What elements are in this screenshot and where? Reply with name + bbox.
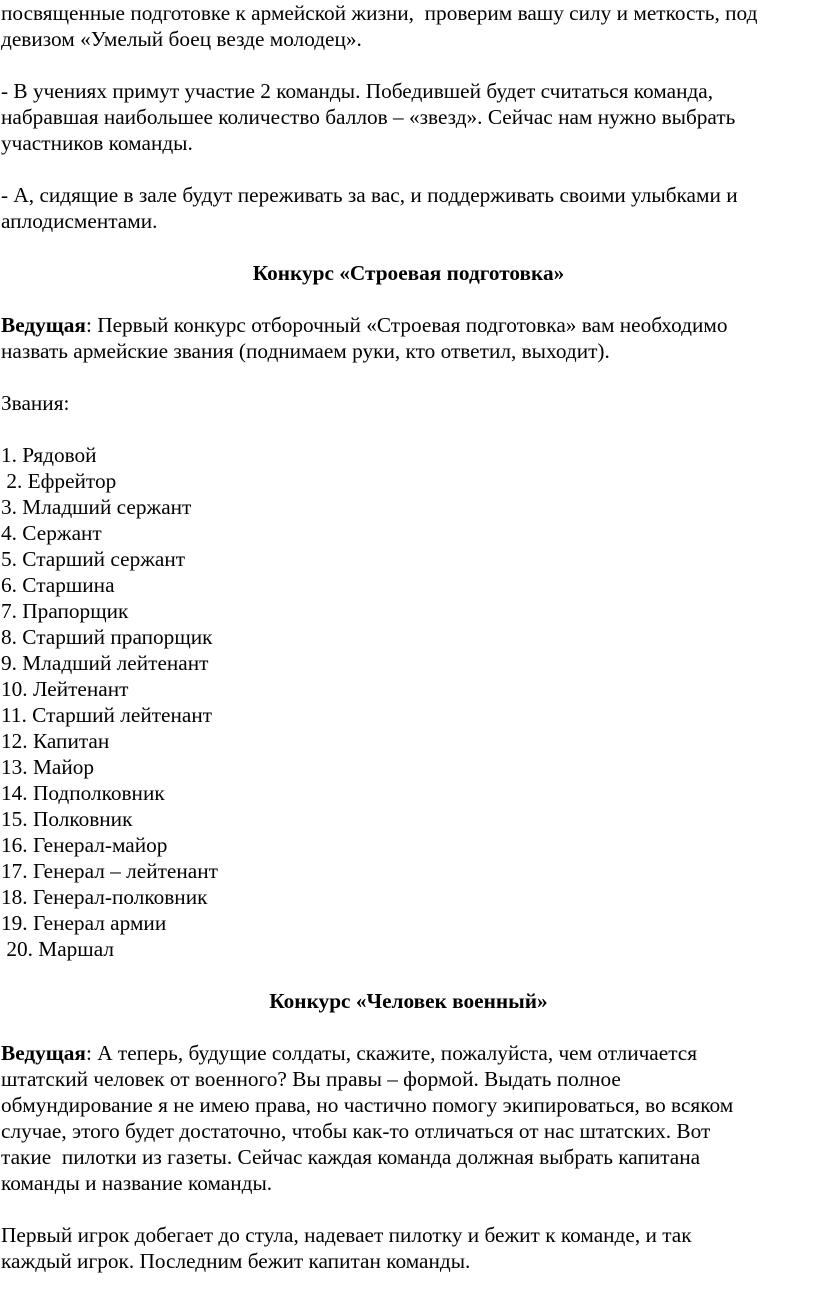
contest2-text: Первый игрок добегает до стула, надевает пилотку и бежит к команде, и так (1, 1223, 692, 1247)
rank-item: 3. Младший сержант (1, 495, 192, 519)
intro-line: аплодисментами. (1, 209, 158, 233)
rank-item: 8. Старший прапорщик (1, 625, 213, 649)
rank-item: 16. Генерал-майор (1, 833, 168, 857)
intro-line: девизом «Умелый боец везде молодец». (1, 27, 362, 51)
rank-item: 5. Старший сержант (1, 547, 186, 571)
ranks-label: Звания: (1, 391, 70, 415)
rank-item: 20. Маршал (1, 937, 114, 961)
contest2-text: обмундирование я не имею права, но частично помогу экипироваться, во всяком (1, 1093, 734, 1117)
intro-line: посвященные подготовке к армейской жизни, проверим вашу силу и меткость, под (1, 1, 758, 25)
contest2-text: штатский человек от военного? Вы правы – формой. Выдать полное (1, 1067, 621, 1091)
speaker-label: Ведущая (1, 313, 86, 337)
rank-item: 7. Прапорщик (1, 599, 129, 623)
contest2-paragraph (1, 1040, 816, 1066)
rank-item: 2. Ефрейтор (1, 469, 117, 493)
rank-item: 12. Капитан (1, 729, 110, 753)
rank-item: 17. Генерал – лейтенант (1, 859, 218, 883)
rank-item: 18. Генерал-полковник (1, 885, 208, 909)
contest1-text: : Первый конкурс отборочный «Строевая подготовка» вам необходимо (85, 313, 728, 337)
contest2-text: каждый игрок. Последним бежит капитан команды. (1, 1249, 471, 1273)
rank-item: 14. Подполковник (1, 781, 165, 805)
contest1-text: назвать армейские звания (поднимаем руки, кто ответил, выходит). (1, 339, 610, 363)
rank-item: 13. Майор (1, 755, 95, 779)
contest1-paragraph (1, 312, 816, 338)
rank-item: 11. Старший лейтенант (1, 703, 213, 727)
contest2-heading: Конкурс «Человек военный» (269, 989, 548, 1013)
contest2-text: случае, этого будет достаточно, чтобы как-то отличаться от нас штатских. Вот (1, 1119, 711, 1143)
rank-item: 4. Сержант (1, 521, 102, 545)
rank-item: 10. Лейтенант (1, 677, 129, 701)
contest2-text: : А теперь, будущие солдаты, скажите, пожалуйста, чем отличается (85, 1041, 698, 1065)
rank-item: 1. Рядовой (1, 443, 97, 467)
intro-line: - В учениях примут участие 2 команды. Победившей будет считаться команда, (1, 79, 714, 103)
speaker-label: Ведущая (1, 1041, 86, 1065)
intro-line: - А, сидящие в зале будут переживать за вас, и поддерживать своими улыбками и (1, 183, 738, 207)
contest2-text: такие пилотки из газеты. Сейчас каждая команда должная выбрать капитана (1, 1145, 701, 1169)
rank-item: 6. Старшина (1, 573, 115, 597)
contest2-text: команды и название команды. (1, 1171, 273, 1195)
intro-line: набравшая наибольшее количество баллов – «звезд». Сейчас нам нужно выбрать (1, 105, 736, 129)
contest1-heading: Конкурс «Строевая подготовка» (252, 261, 565, 285)
intro-line: участников команды. (1, 131, 193, 155)
ranks-list (1, 442, 816, 962)
rank-item: 19. Генерал армии (1, 911, 167, 935)
rank-item: 9. Младший лейтенант (1, 651, 209, 675)
rank-item: 15. Полковник (1, 807, 133, 831)
